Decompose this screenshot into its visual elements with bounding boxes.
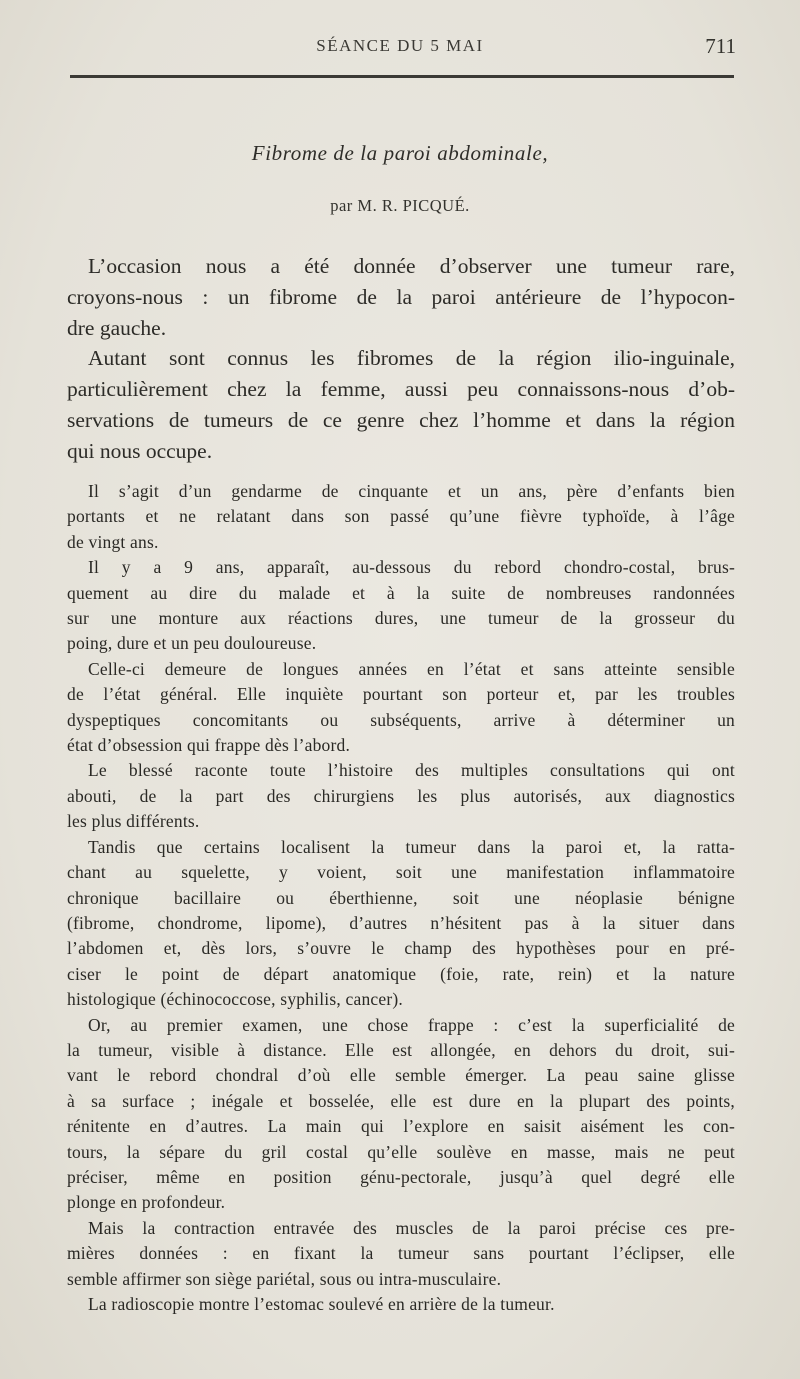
body-line: Il s’agit d’un gendarme de cinquante et un ans, père d’enfants bien <box>88 481 735 501</box>
body-line: plonge en profondeur. <box>67 1192 226 1213</box>
body-line: sur une monture aux réactions dures, une tumeur de la grosseur du <box>67 608 735 629</box>
case-report-text <box>67 479 735 1317</box>
body-line: Mais la contraction entravée des muscles de la paroi précise ces pre- <box>88 1217 735 1238</box>
body-line: chronique bacillaire ou éberthienne, soit une néoplasie bénigne <box>67 887 735 908</box>
article-title: Fibrome de la paroi abdominale, <box>251 141 549 165</box>
body-line: Celle-ci demeure de longues années en l’état et sans atteinte sensible <box>88 658 735 679</box>
intro-line: croyons-nous : un fibrome de la paroi antérieure de l’hypocon- <box>67 284 735 309</box>
running-title: SÉANCE DU 5 MAI <box>316 36 484 55</box>
body-line: chant au squelette, y voient, soit une manifestation inflammatoire <box>67 862 735 883</box>
body-line: semble affirmer son siège pariétal, sous ou intra-musculaire. <box>67 1268 502 1289</box>
body-line: ciser le point de départ anatomique (foie, rate, rein) et la nature <box>67 963 735 984</box>
body-line: état d’obsession qui frappe dès l’abord. <box>67 735 351 756</box>
body-line: Tandis que certains localisent la tumeur dans la paroi et, la ratta- <box>88 836 735 857</box>
body-line: Or, au premier examen, une chose frappe : c’est la superficialité de <box>88 1014 735 1035</box>
body-line: Il y a 9 ans, apparaît, au-dessous du rebord chondro-costal, brus- <box>88 557 735 578</box>
intro-line: particulièrement chez la femme, aussi peu connaissons-nous d’ob- <box>67 377 735 402</box>
body-line: de vingt ans. <box>67 531 159 552</box>
body-line: les plus différents. <box>67 811 200 832</box>
body-line: tours, la sépare du gril costal qu’elle soulève en masse, mais ne peut <box>67 1141 735 1162</box>
body-line: histologique (échinococcose, syphilis, cancer). <box>67 989 403 1010</box>
intro-line: servations de tumeurs de ce genre chez l’homme et dans la région <box>67 407 735 432</box>
running-head <box>0 34 800 62</box>
page-number: 711 <box>705 34 736 58</box>
body-line: à sa surface ; inégale et bosselée, elle est dure en la plupart des points, <box>67 1090 735 1111</box>
body-line: quement au dire du malade et à la suite de nombreuses randonnées <box>67 582 735 603</box>
body-line: la tumeur, visible à distance. Elle est allongée, en dehors du droit, sui- <box>67 1039 735 1060</box>
intro-line: Autant sont connus les fibromes de la région ilio-inguinale, <box>88 346 735 371</box>
intro-line: L’occasion nous a été donnée d’observer une tumeur rare, <box>88 254 735 278</box>
body-line: Le blessé raconte toute l’histoire des multiples consultations qui ont <box>88 760 735 781</box>
intro-text <box>67 251 735 467</box>
body-line: dyspeptiques concomitants ou subséquents, arrive à déterminer un <box>67 709 735 730</box>
body-line: (fibrome, chondrome, lipome), d’autres n’hésitent pas à la situer dans <box>67 912 735 933</box>
header-rule <box>70 75 734 78</box>
intro-line: dre gauche. <box>67 315 167 340</box>
intro-line: qui nous occupe. <box>67 438 213 463</box>
body-line: abouti, de la part des chirurgiens les plus autorisés, aux diagnostics <box>67 785 735 806</box>
body-line: vant le rebord chondral d’où elle semble émerger. La peau saine glisse <box>67 1065 735 1086</box>
body-line: l’abdomen et, dès lors, s’ouvre le champ des hypothèses pour en pré- <box>67 938 735 959</box>
body-line: de l’état général. Elle inquiète pourtant son porteur et, par les troubles <box>67 684 735 705</box>
body-line: portants et ne relatant dans son passé qu’une fièvre typhoïde, à l’âge <box>67 506 735 527</box>
body-line: mières données : en fixant la tumeur sans pourtant l’éclipser, elle <box>67 1243 735 1264</box>
body-line: rénitente en d’autres. La main qui l’explore en saisit aisément les con- <box>67 1116 735 1137</box>
body-line: préciser, même en position génu-pectorale, jusqu’à quel degré elle <box>67 1166 735 1187</box>
body-line: poing, dure et un peu douloureuse. <box>67 633 317 654</box>
body-line: La radioscopie montre l’estomac soulevé en arrière de la tumeur. <box>88 1294 555 1314</box>
article-byline: par M. R. PICQUÉ. <box>330 196 470 215</box>
